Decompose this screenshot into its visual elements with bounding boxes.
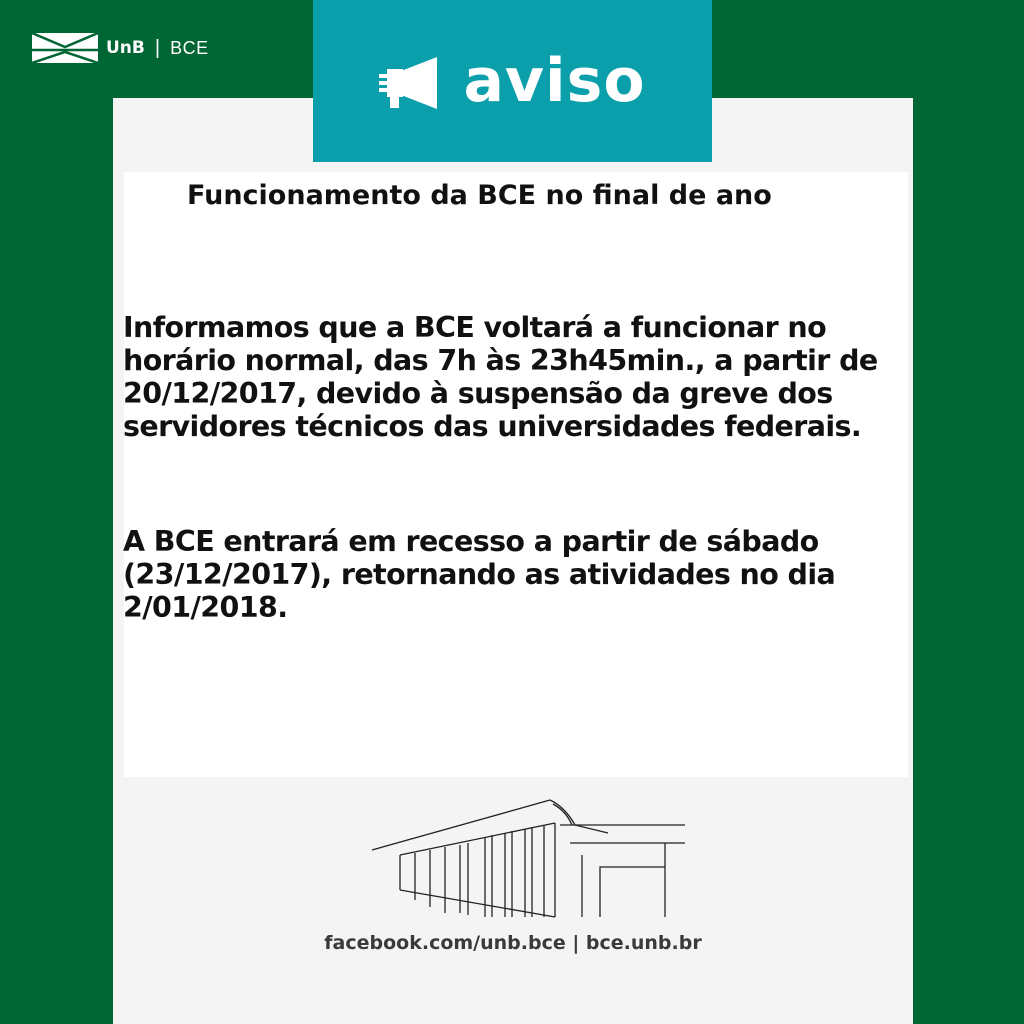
brand-bce-text: BCE (170, 37, 209, 58)
aviso-banner (313, 0, 712, 162)
megaphone-icon (379, 57, 441, 109)
unb-logo-icon (32, 33, 98, 63)
notice-paragraph-1: Informamos que a BCE voltará a funcionar no horário normal, das 7h às 23h45min., a partir de 20/12/2017, devido à suspensão da greve dos servidores técnicos das universidades federais. (123, 311, 878, 443)
library-building-icon (360, 795, 690, 920)
footer-links: facebook.com/unb.bce | bce.unb.br (324, 932, 702, 954)
notice-paragraph-2: A BCE entrará em recesso a partir de sábado (23/12/2017), retornando as atividades no dia 2/01/2018. (123, 525, 836, 624)
notice-card (124, 172, 908, 777)
notice-title: Funcionamento da BCE no final de ano (187, 180, 772, 211)
aviso-label: aviso (463, 46, 646, 116)
brand-unb-text: UnB (106, 38, 145, 58)
brand-header (32, 32, 209, 64)
brand-separator: | (154, 36, 161, 59)
